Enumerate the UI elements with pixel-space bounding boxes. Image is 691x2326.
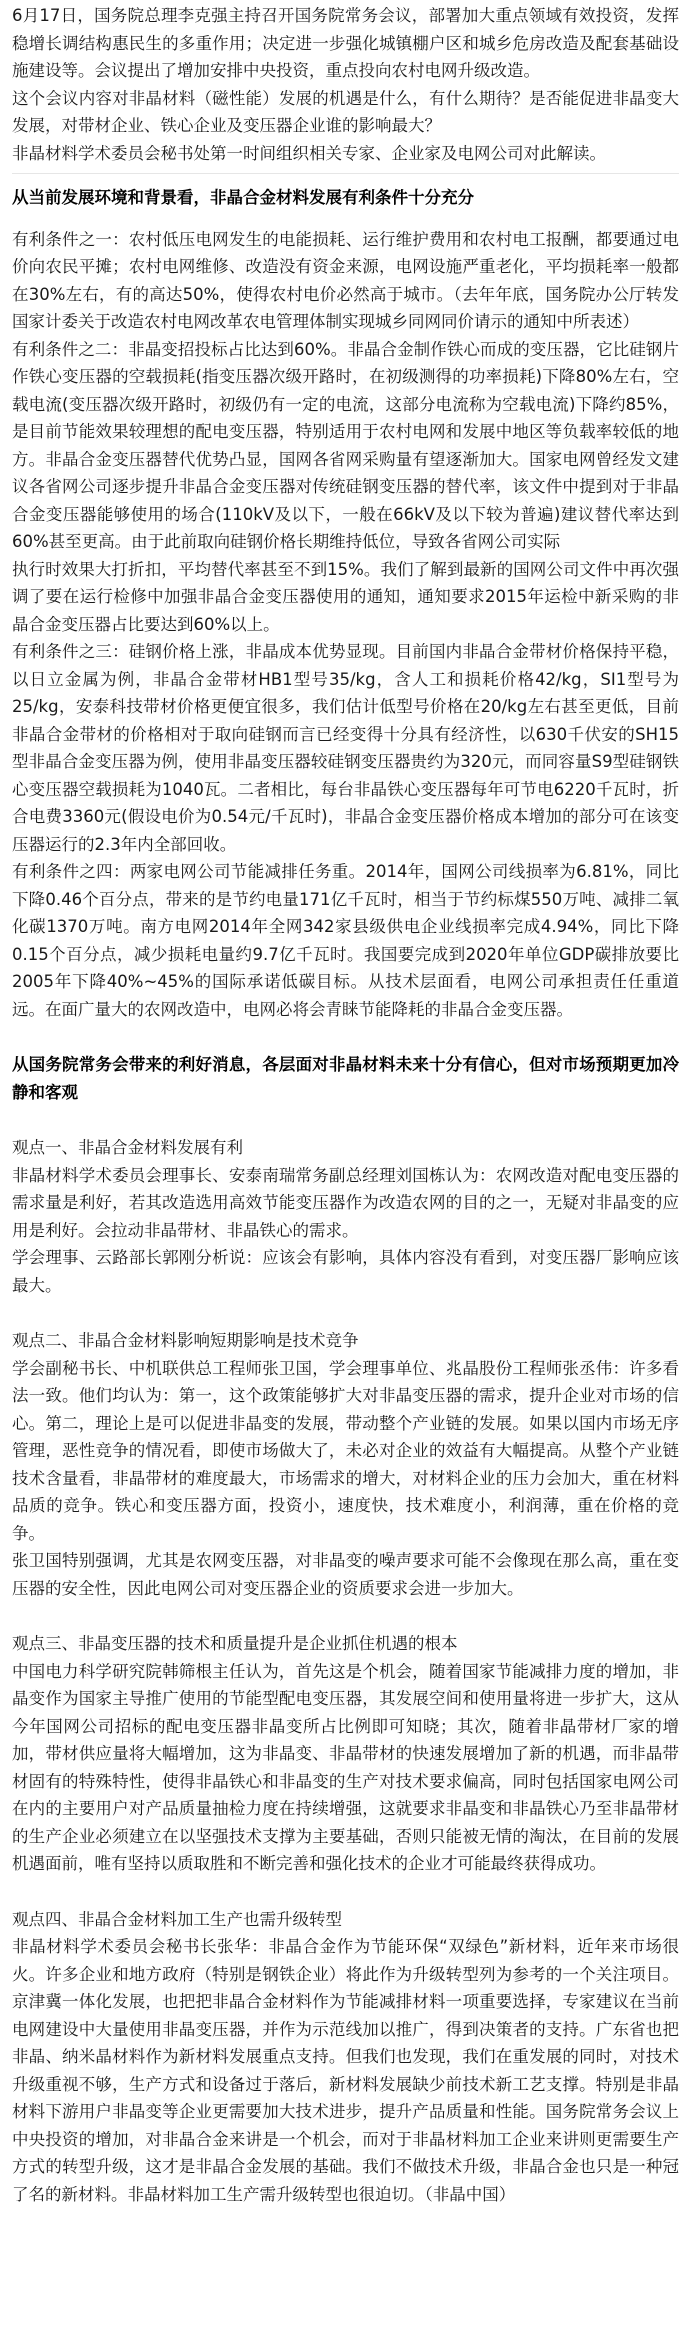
spacer <box>12 1878 679 1906</box>
viewpoint-1 <box>12 1134 679 1299</box>
intro-paragraph-3: 非晶材料学术委员会秘书处第一时间组织相关专家、企业家及电网公司对此解读。 <box>12 143 606 163</box>
spacer <box>12 1023 679 1051</box>
viewpoint-4 <box>12 1906 679 2209</box>
condition-paragraph-2: 有利条件之二：非晶变招投标占比达到60%。非晶合金制作铁心而成的变压器，它比硅钢片作铁心变压器的空载损耗(指变压器次级开路时，在初级测得的功率损耗)下降80%左右，空载电流(变压器次级开路时，初级仍有一定的电流，这部分电流称为空载电流)下降约85%，是目前节能效果较理想的配电变压器，特别适用于农村电网和发展中地区等负载率较低的地方。非晶合金变压器替代优势凸显，国网各省网采购量有望逐渐加大。国家电网曾经发文建议各省网公司逐步提升非晶合金变压器对传统硅钢变压器的替代率，该文件中提到对于非晶合金变压器能够使用的场合(110kV及以下，一般在66kV及以下较为普遍)建议替代率达到60%甚至更高。由于此前取向硅钢价格长期维持低位，导致各省网公司实际 <box>12 339 679 551</box>
viewpoint-title: 观点一、非晶合金材料发展有利 <box>12 1138 243 1157</box>
viewpoint-paragraph: 张卫国特别强调，尤其是农网变压器，对非晶变的噪声要求可能不会像现在那么高，重在变压器的安全性，因此电网公司对变压器企业的资质要求会进一步加大。 <box>12 1551 679 1598</box>
section-heading: 从国务院常务会带来的利好消息，各层面对非晶材料未来十分有信心，但对市场预期更加冷静和客观 <box>12 1055 679 1102</box>
viewpoint-paragraph: 非晶材料学术委员会秘书长张华：非晶合金作为节能环保“双绿色”新材料，近年来市场很火。许多企业和地方政府（特别是钢铁企业）将此作为升级转型列为参考的一个关注项目。京津冀一体化发展，也把把非晶合金材料作为节能减排材料一项重要选择，专家建议在当前电网建设中大量使用非晶变压器，并作为示范线加以推广，得到决策者的支持。广东省也把非晶、纳米晶材料作为新材料发展重点支持。但我们也发现，我们在重发展的同时，对技术升级重视不够，生产方式和设备过于落后，新材料发展缺少前技术新工艺支撑。特别是非晶材料下游用户非晶变等企业更需要加大技术进步，提升产品质量和性能。国务院常务会议上中央投资的增加，对非晶合金来讲是一个机会，而对于非晶材料加工企业来讲则更需要生产方式的转型升级，这才是非晶合金发展的基础。我们不做技术升级，非晶合金也只是一种冠了名的新材料。非晶材料加工生产需升级转型也很迫切。（非晶中国） <box>12 1937 679 2204</box>
intro-section <box>12 2 679 167</box>
section-divider <box>12 173 679 174</box>
viewpoint-paragraph: 中国电力科学研究院韩筛根主任认为，首先这是个机会，随着国家节能减排力度的增加，非晶变作为国家主导推广使用的节能型配电变压器，其发展空间和使用量将进一步扩大，这从今年国网公司招标的配电变压器非晶变所占比例即可知晓；其次，随着非晶带材厂家的增加，带材供应量将大幅增加，这为非晶变、非晶带材的快速发展增加了新的机遇，而非晶带材固有的特殊特性，使得非晶铁心和非晶变的生产对技术要求偏高，同时包括国家电网公司在内的主要用户对产品质量抽检力度在持续增强，这就要求非晶变和非晶铁心乃至非晶带材的生产企业必须建立在以坚强技术支撑为主要基础，否则只能被无情的淘汰，在目前的发展机遇面前，唯有坚持以质取胜和不断完善和强化技术的企业才可能最终获得成功。 <box>12 1661 679 1873</box>
condition-paragraph-4: 有利条件之四：两家电网公司节能减排任务重。2014年，国网公司线损率为6.81%，同比下降0.46个百分点，带来的是节约电量171亿千瓦时，相当于节约标煤550万吨、减排二氧化碳1370万吨。南方电网2014年全网342家县级供电企业线损率完成4.94%，同比下降0.15个百分点，减少损耗电量约9.7亿千瓦时。我国要完成到2020年单位GDP碳排放要比2005年下降40%~45%的国际承诺低碳目标。从技术层面看，电网公司承担责任任重道远。在面广量大的农网改造中，电网必将会青睐节能降耗的非晶合金变压器。 <box>12 862 679 1019</box>
spacer <box>12 1299 679 1327</box>
spacer <box>12 1602 679 1630</box>
intro-paragraph-2: 这个会议内容对非晶材料（磁性能）发展的机遇是什么，有什么期待？是否能促进非晶变大发展，对带材企业、铁心企业及变压器企业谁的影响最大？ <box>12 88 679 135</box>
spacer <box>12 1106 679 1134</box>
section-viewpoints <box>12 1051 679 2208</box>
section-favorable-conditions <box>12 184 679 1023</box>
section-heading: 从当前发展环境和背景看，非晶合金材料发展有利条件十分充分 <box>12 188 474 207</box>
viewpoint-paragraph: 非晶材料学术委员会理事长、安泰南瑞常务副总经理刘国栋认为：农网改造对配电变压器的需求量是利好，若其改造选用高效节能变压器作为改造农网的目的之一，无疑对非晶变的应用是利好。会拉动非晶带材、非晶铁心的需求。 <box>12 1165 679 1240</box>
viewpoint-2 <box>12 1327 679 1602</box>
viewpoint-3 <box>12 1630 679 1878</box>
viewpoint-paragraph: 学会理事、云路部长郭刚分析说：应该会有影响，具体内容没有看到，对变压器厂影响应该最大。 <box>12 1248 679 1295</box>
intro-paragraph-1: 6月17日，国务院总理李克强主持召开国务院常务会议，部署加大重点领域有效投资，发挥稳增长调结构惠民生的多重作用；决定进一步强化城镇棚户区和城乡危房改造及配套基础设施建设等。会议提出了增加安排中央投资，重点投向农村电网升级改造。 <box>12 6 679 80</box>
viewpoint-title: 观点四、非晶合金材料加工生产也需升级转型 <box>12 1909 342 1929</box>
condition-paragraph-2-cont: 执行时效果大打折扣，平均替代率甚至不到15%。我们了解到最新的国网公司文件中再次强调了要在运行检修中加强非晶合金变压器使用的通知，通知要求2015年运检中新采购的非晶合金变压器占比要达到60%以上。 <box>12 559 679 634</box>
viewpoint-title: 观点三、非晶变压器的技术和质量提升是企业抓住机遇的根本 <box>12 1634 458 1653</box>
spacer <box>12 212 679 226</box>
viewpoint-title: 观点二、非晶合金材料影响短期影响是技术竞争 <box>12 1331 359 1350</box>
condition-paragraph-3: 有利条件之三：硅钢价格上涨，非晶成本优势显现。目前国内非晶合金带材价格保持平稳，以日立金属为例，非晶合金带材HB1型号35/kg，含人工和损耗价格42/kg，SI1型号为25/kg，安泰科技带材价格更便宜很多，我们估计低型号价格在20/kg左右甚至更低，目前非晶合金带材的价格相对于取向硅钢而言已经变得十分具有经济性，以630千伏安的SH15型非晶合金变压器为例，使用非晶变压器较硅钢变压器贵约为320元，而同容量S9型硅钢铁心变压器空载损耗为1040瓦。二者相比，每台非晶铁心变压器每年可节电6220千瓦时，折合电费3360元(假设电价为0.54元/千瓦时)，非晶合金变压器价格成本增加的部分可在该变压器运行的2.3年内全部回收。 <box>12 642 679 854</box>
viewpoint-paragraph: 学会副秘书长、中机联供总工程师张卫国，学会理事单位、兆晶股份工程师张丞伟：许多看法一致。他们均认为：第一，这个政策能够扩大对非晶变压器的需求，提升企业对市场的信心。第二，理论上是可以促进非晶变的发展，带动整个产业链的发展。如果以国内市场无序管理，恶性竞争的情况看，即使市场做大了，未必对企业的效益有大幅提高。从整个产业链技术含量看，非晶带材的难度最大，市场需求的增大，对材料企业的压力会加大，重在材料品质的竞争。铁心和变压器方面，投资小，速度快，技术难度小，利润薄，重在价格的竞争。 <box>12 1358 679 1543</box>
condition-paragraph-1: 有利条件之一：农村低压电网发生的电能损耗、运行维护费用和农村电工报酬，都要通过电价向农民平摊；农村电网维修、改造没有资金来源，电网设施严重老化，平均损耗率一般都在30%左右，有的高达50%，使得农村电价必然高于城市。（去年年底，国务院办公厅转发国家计委关于改造农村电网改革农电管理体制实现城乡同网同价请示的通知中所表述） <box>12 229 679 331</box>
